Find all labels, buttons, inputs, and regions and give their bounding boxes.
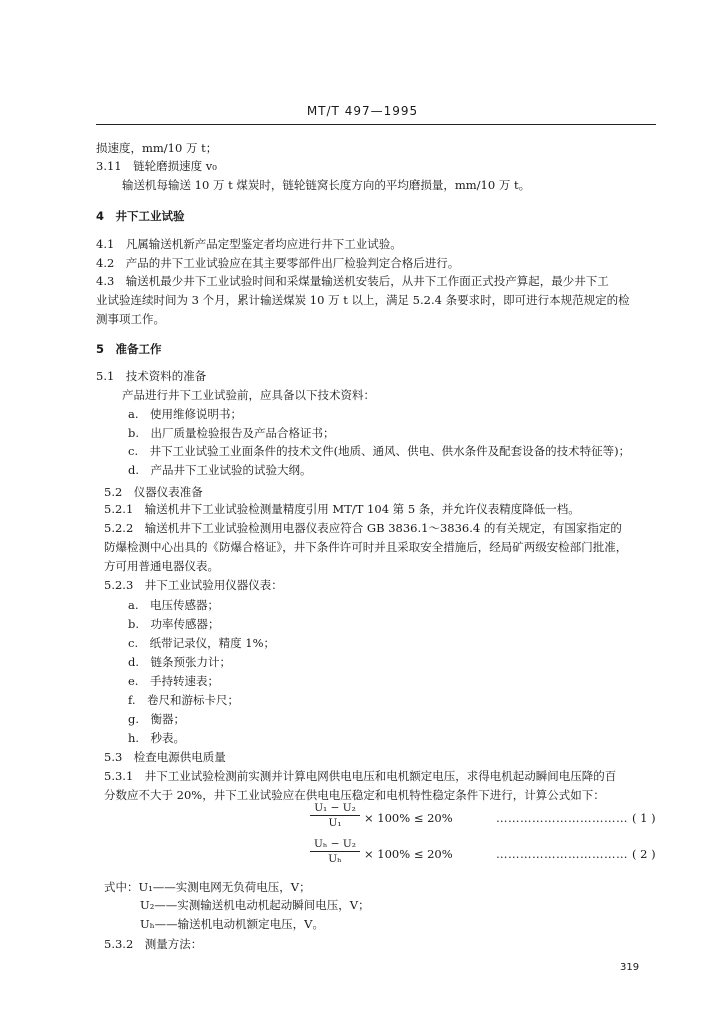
text-line: U₂——实测输送机电动机起动瞬间电压，V；: [140, 898, 370, 912]
section-heading: 5 准备工作: [96, 342, 162, 356]
section-heading: 5.3.2 测量方法：: [104, 937, 203, 951]
list-item: g. 衡器；: [128, 712, 186, 726]
list-item: a. 使用维修说明书；: [128, 407, 243, 421]
formula-1-tail: × 100% ≤ 20%: [364, 811, 453, 825]
formula-1-leader: ……………………………: [496, 811, 628, 825]
formula-2-denominator: Uₕ: [328, 853, 342, 865]
section-heading: 3.11 链轮磨损速度 v₀: [96, 159, 217, 173]
list-item: d. 链条预张力计；: [128, 655, 232, 669]
formula-1-denominator: U₁: [328, 817, 342, 829]
formula-1-fraction: [310, 802, 360, 829]
list-item: f. 卷尺和游标卡尺；: [128, 693, 240, 707]
text-line: 式中：U₁——实测电网无负荷电压，V；: [104, 880, 311, 894]
text-line: 4.3 输送机最少井下工业试验时间和采煤量输送机安装后，从井下工作面正式投产算起，最少井下工: [96, 274, 609, 288]
page-number: 319: [620, 962, 640, 973]
text-line: 5.2.2 输送机井下工业试验检测用电器仪表应符合 GB 3836.1～3836.4 的有关规定，有国家指定的: [104, 521, 622, 535]
formula-1-numerator: U₁ − U₂: [310, 802, 360, 816]
standard-code-header: MT/T 497—1995: [306, 104, 419, 118]
section-heading: 4 井下工业试验: [96, 209, 185, 223]
list-item: e. 手持转速表；: [128, 674, 219, 688]
section-heading: 5.2 仪器仪表准备: [104, 485, 203, 499]
text-line: 方可用普通电器仪表。: [104, 559, 219, 573]
list-item: b. 功率传感器；: [128, 617, 220, 631]
text-line: 防爆检测中心出具的《防爆合格证》，井下条件许可时并且采取安全措施后，经局矿两级安检部门批准，: [104, 540, 628, 554]
section-heading: 5.3 检查电源供电质量: [104, 750, 226, 764]
formula-2-fraction: [310, 838, 360, 865]
formula-1-number: ( 1 ): [632, 811, 656, 825]
text-line: 产品进行井下工业试验前，应具备以下技术资料：: [122, 388, 375, 402]
formula-2-number: ( 2 ): [632, 847, 656, 861]
text-line: 4.2 产品的井下工业试验应在其主要零部件出厂检验判定合格后进行。: [96, 256, 460, 270]
formula-2-numerator: Uₕ − U₂: [310, 838, 360, 852]
text-line: 业试验连续时间为 3 个月，累计输送煤炭 10 万 t 以上，满足 5.2.4 条要求时，即可进行本规范规定的检: [96, 293, 630, 307]
list-item: a. 电压传感器；: [128, 598, 220, 612]
text-line: 分数应不大于 20%，井下工业试验应在供电电压稳定和电机特性稳定条件下进行，计算公式如下：: [104, 788, 605, 802]
list-item: d. 产品井下工业试验的试验大纲。: [128, 463, 312, 477]
text-line: 5.3.1 井下工业试验检测前实测并计算电网供电电压和电机额定电压，求得电机起动瞬间电压降的百: [104, 769, 617, 783]
formula-2-leader: ……………………………: [496, 847, 628, 861]
list-item: h. 秒表。: [128, 731, 186, 745]
text-line: 5.2.1 输送机井下工业试验检测量精度引用 MT/T 104 第 5 条，并允许仪表精度降低一档。: [104, 502, 580, 516]
header-rule: [96, 124, 656, 125]
text-line: 5.2.3 井下工业试验用仪器仪表：: [104, 578, 283, 592]
list-item: c. 井下工业试验工业面条件的技术文件(地质、通风、供电、供水条件及配套设备的技术特征等)；: [128, 444, 631, 458]
formula-2-tail: × 100% ≤ 20%: [364, 847, 453, 861]
list-item: c. 纸带记录仪，精度 1%；: [128, 636, 275, 650]
section-heading: 5.1 技术资料的准备: [96, 369, 207, 383]
text-line: 测事项工作。: [96, 312, 165, 326]
list-item: b. 出厂质量检验报告及产品合格证书；: [128, 426, 335, 440]
text-line: 输送机每输送 10 万 t 煤炭时，链轮链窝长度方向的平均磨损量，mm/10 万 t。: [122, 178, 531, 192]
text-line: 损速度，mm/10 万 t；: [96, 141, 218, 155]
text-line: 4.1 凡属输送机新产品定型鉴定者均应进行井下工业试验。: [96, 237, 402, 251]
text-line: Uₕ——输送机电动机额定电压，V。: [140, 917, 324, 931]
